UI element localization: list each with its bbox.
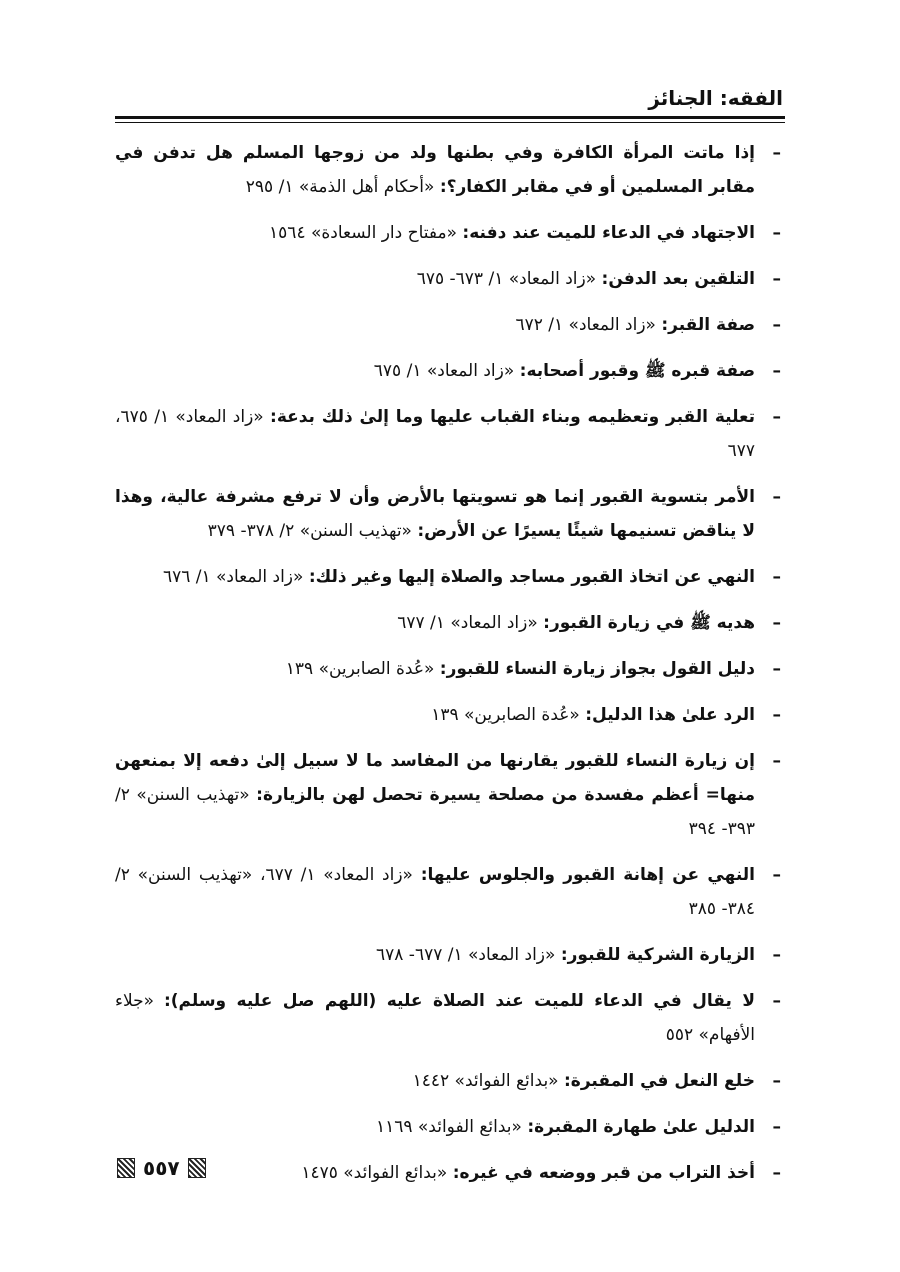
entry-reference: «بدائع الفوائد» ١٤٧٥ — [301, 1163, 448, 1183]
ornament-icon — [188, 1158, 206, 1178]
index-entry — [115, 984, 785, 1052]
entry-topic: أخذ التراب من قبر ووضعه في غيره: — [452, 1163, 755, 1183]
index-entries — [115, 136, 785, 1202]
entry-reference: «جلاء الأفهام» ٥٥٢ — [115, 991, 755, 1045]
entry-reference: «بدائع الفوائد» ١٤٤٢ — [412, 1071, 559, 1091]
entry-reference: «تهذيب السنن» ٢/ ٣٧٨- ٣٧٩ — [207, 521, 412, 541]
entry-topic: دليل القول بجواز زيارة النساء للقبور: — [439, 659, 755, 679]
entry-topic: الدليل علىٰ طهارة المقبرة: — [527, 1117, 755, 1137]
entry-topic: الأمر بتسوية القبور إنما هو تسويتها بالأرض وأن لا ترفع مشرفة عالية، وهذا لا يناقض تسنيمها شيئًا يسيرًا عن الأرض: — [115, 487, 755, 541]
entry-topic: لا يقال في الدعاء للميت عند الصلاة عليه (اللهم صل عليه وسلم): — [163, 991, 756, 1011]
page-footer — [117, 1154, 206, 1182]
entry-reference: «زاد المعاد» ١/ ٦٧٧- ٦٧٨ — [375, 945, 556, 965]
entry-reference: «زاد المعاد» ١/ ٦٧٦ — [162, 567, 304, 587]
entry-topic: هديه ﷺ في زيارة القبور: — [543, 613, 755, 633]
dash-marker: – — [772, 705, 781, 725]
dash-marker: – — [772, 945, 781, 965]
index-entry — [115, 938, 785, 972]
entry-topic: إذا ماتت المرأة الكافرة وفي بطنها ولد من زوجها المسلم هل تدفن في مقابر المسلمين أو في مقابر الكفار؟: — [115, 143, 755, 197]
index-entry — [115, 652, 785, 686]
entry-topic: الزيارة الشركية للقبور: — [560, 945, 755, 965]
dash-marker: – — [772, 361, 781, 381]
entry-topic: التلقين بعد الدفن: — [601, 269, 755, 289]
entry-reference: «أحكام أهل الذمة» ١/ ٢٩٥ — [245, 177, 435, 197]
entry-reference: «عُدة الصابرين» ١٣٩ — [431, 705, 580, 725]
dash-marker: – — [772, 751, 781, 771]
header-title: الفقه: الجنائز — [648, 86, 783, 110]
entry-reference: «تهذيب السنن» ٢/ ٣٩٣- ٣٩٤ — [115, 785, 755, 839]
dash-marker: – — [772, 143, 781, 163]
index-entry — [115, 606, 785, 640]
dash-marker: – — [772, 865, 781, 885]
entry-topic: إن زيارة النساء للقبور يقارنها من المفاسد ما لا سبيل إلىٰ دفعه إلا بمنعهن منها= أعظم مفسدة من مصلحة يسيرة تحصل لهن بالزيارة: — [115, 751, 755, 805]
dash-marker: – — [772, 487, 781, 507]
index-entry — [115, 354, 785, 388]
dash-marker: – — [772, 613, 781, 633]
index-entry — [115, 858, 785, 926]
entry-topic: تعلية القبر وتعظيمه وبناء القباب عليها وما إلىٰ ذلك بدعة: — [270, 407, 755, 427]
index-entry — [115, 216, 785, 250]
entry-topic: النهي عن إهانة القبور والجلوس عليها: — [420, 865, 756, 885]
dash-marker: – — [772, 659, 781, 679]
header-rule-thick — [115, 116, 785, 119]
entry-topic: النهي عن اتخاذ القبور مساجد والصلاة إليها وغير ذلك: — [308, 567, 755, 587]
page-number: ٥٥٧ — [143, 1156, 180, 1180]
dash-marker: – — [772, 407, 781, 427]
dash-marker: – — [772, 991, 781, 1011]
entry-reference: «زاد المعاد» ١/ ٦٧٥ — [373, 361, 515, 381]
index-entry — [115, 136, 785, 204]
header-rule-thin — [115, 122, 785, 123]
dash-marker: – — [772, 1163, 781, 1183]
index-entry — [115, 400, 785, 468]
entry-topic: صفة قبره ﷺ وقبور أصحابه: — [519, 361, 755, 381]
index-entry — [115, 308, 785, 342]
entry-reference: «بدائع الفوائد» ١١٦٩ — [375, 1117, 522, 1137]
dash-marker: – — [772, 1117, 781, 1137]
dash-marker: – — [772, 567, 781, 587]
ornament-icon — [117, 1158, 135, 1178]
dash-marker: – — [772, 315, 781, 335]
dash-marker: – — [772, 1071, 781, 1091]
running-header — [115, 82, 785, 114]
index-entry — [115, 744, 785, 846]
dash-marker: – — [772, 269, 781, 289]
entry-reference: «زاد المعاد» ١/ ٦٧٧، «تهذيب السنن» ٢/ ٣٨٤- ٣٨٥ — [115, 865, 755, 919]
index-entry — [115, 1110, 785, 1144]
entry-reference: «زاد المعاد» ١/ ٦٧٥، ٦٧٧ — [115, 407, 755, 461]
entry-reference: «زاد المعاد» ١/ ٦٧٣- ٦٧٥ — [416, 269, 597, 289]
index-entry — [115, 1156, 785, 1190]
index-entry — [115, 262, 785, 296]
entry-topic: الاجتهاد في الدعاء للميت عند دفنه: — [462, 223, 755, 243]
dash-marker: – — [772, 223, 781, 243]
entry-reference: «عُدة الصابرين» ١٣٩ — [285, 659, 435, 679]
entry-topic: الرد علىٰ هذا الدليل: — [585, 705, 755, 725]
entry-reference: «مفتاح دار السعادة» ١٥٦٤ — [269, 223, 458, 243]
index-entry — [115, 1064, 785, 1098]
entry-reference: «زاد المعاد» ١/ ٦٧٢ — [515, 315, 656, 335]
entry-topic: صفة القبر: — [661, 315, 755, 335]
index-entry — [115, 698, 785, 732]
entry-reference: «زاد المعاد» ١/ ٦٧٧ — [397, 613, 538, 633]
entry-topic: خلع النعل في المقبرة: — [563, 1071, 755, 1091]
index-entry — [115, 480, 785, 548]
index-entry — [115, 560, 785, 594]
